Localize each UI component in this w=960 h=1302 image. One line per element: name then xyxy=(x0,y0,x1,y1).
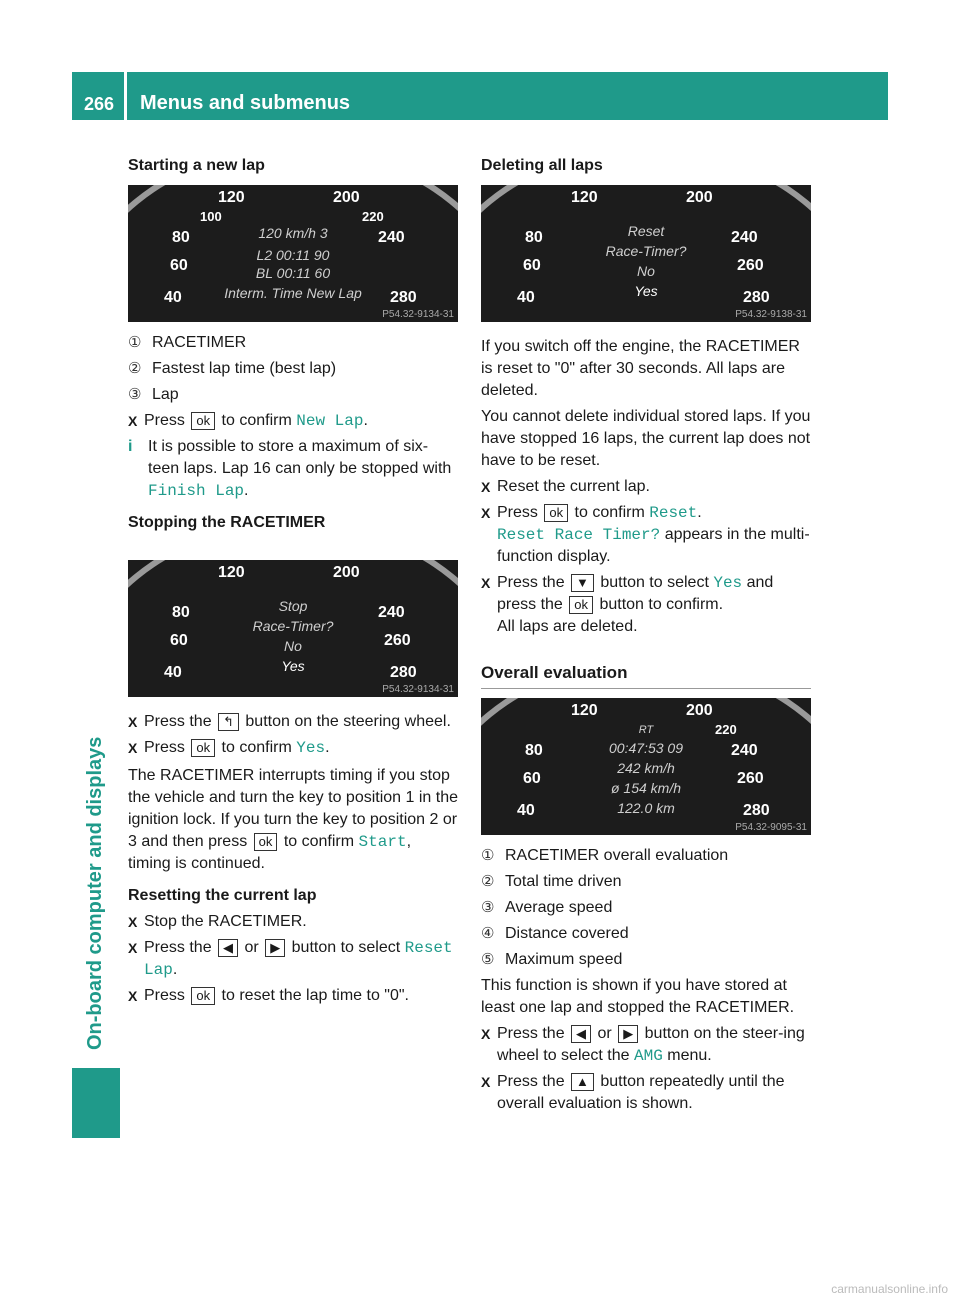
footer-watermark: carmanualsonline.info xyxy=(831,1282,948,1296)
legend-item: ⑤ Maximum speed xyxy=(481,951,623,968)
display-line: BL 00:11 60 xyxy=(255,265,331,281)
display-line: ø 154 km/h xyxy=(610,780,682,796)
scale-label: 280 xyxy=(743,289,770,306)
scale-label: 80 xyxy=(525,742,543,759)
step: X Press ok to reset the lap time to "0". xyxy=(128,987,409,1004)
scale-label: 60 xyxy=(170,257,188,274)
scale-label: 200 xyxy=(333,189,360,206)
scale-label: 40 xyxy=(517,289,535,306)
display-new-lap xyxy=(128,185,458,322)
legend-item: ① RACETIMER overall evaluation xyxy=(481,847,729,864)
up-arrow-key-icon: ▲ xyxy=(571,1073,594,1091)
display-line: No xyxy=(284,638,302,654)
ok-key-icon: ok xyxy=(254,833,278,851)
back-key-icon: ↰ xyxy=(218,713,239,731)
display-line: 120 km/h 3 xyxy=(258,225,328,241)
ok-key-icon: ok xyxy=(191,987,215,1005)
right-arrow-key-icon: ▶ xyxy=(618,1025,638,1043)
step: X Press the ◀ or ▶ button on the steer-ing wheel to select the AMG menu. xyxy=(481,1025,805,1065)
heading-new-lap: Starting a new lap xyxy=(128,157,265,174)
right-column-body-2 xyxy=(481,845,811,1119)
scale-label: 280 xyxy=(390,289,417,306)
scale-label: 60 xyxy=(523,257,541,274)
legend-item: ④ Distance covered xyxy=(481,925,629,942)
paragraph: You cannot delete individual stored laps. If you have stopped 16 laps, the current lap does not have to be reset. xyxy=(481,408,811,469)
ok-key-icon: ok xyxy=(191,739,215,757)
image-code: P54.32-9134-31 xyxy=(382,309,454,320)
scale-label: 100 xyxy=(200,209,222,224)
heading-stop: Stopping the RACETIMER xyxy=(128,514,326,531)
scale-label: 40 xyxy=(164,289,182,306)
scale-label: 40 xyxy=(517,802,535,819)
info-icon: i xyxy=(128,438,133,455)
page-header xyxy=(72,72,888,120)
scale-label: 40 xyxy=(164,664,182,681)
image-code: P54.32-9138-31 xyxy=(735,309,807,320)
left-column xyxy=(128,155,458,181)
step: X Press the ↰ button on the steering wheel. xyxy=(128,713,451,730)
right-arrow-key-icon: ▶ xyxy=(265,939,285,957)
scale-label: 280 xyxy=(743,802,770,819)
display-line: Yes xyxy=(634,283,658,299)
right-column xyxy=(481,155,811,181)
ok-key-icon: ok xyxy=(191,412,215,430)
heading-reset: Resetting the current lap xyxy=(128,887,317,904)
display-line: 122.0 km xyxy=(617,800,675,816)
scale-label: 260 xyxy=(737,257,764,274)
scale-label: 200 xyxy=(686,702,713,719)
sidebar xyxy=(72,128,120,1138)
heading-delete: Deleting all laps xyxy=(481,157,603,174)
paragraph: This function is shown if you have stored at least one lap and stopped the RACETIMER. xyxy=(481,977,795,1016)
scale-label: 60 xyxy=(523,770,541,787)
image-code: P54.32-9134-31 xyxy=(382,684,454,695)
legend-item: ③ Average speed xyxy=(481,899,613,916)
ok-key-icon: ok xyxy=(569,596,593,614)
display-overall xyxy=(481,698,811,835)
scale-label: 120 xyxy=(218,189,245,206)
scale-label: 80 xyxy=(172,229,190,246)
page-number: 266 xyxy=(84,94,115,114)
display-line: 00:47:53 09 xyxy=(609,740,683,756)
display-line: RT xyxy=(638,724,654,736)
step: X Press ok to confirm New Lap. xyxy=(128,412,368,430)
scale-label: 200 xyxy=(333,564,360,581)
step: X Press the ▼ button to select Yes and press the ok button to confirm. All laps are deleted. xyxy=(481,574,774,635)
scale-label: 260 xyxy=(384,632,411,649)
scale-label: 240 xyxy=(731,229,758,246)
right-column-body-1 xyxy=(481,336,811,689)
paragraph: If you switch off the engine, the RACETIMER is reset to "0" after 30 seconds. All laps are deleted. xyxy=(481,338,800,399)
scale-label: 200 xyxy=(686,189,713,206)
step: X Stop the RACETIMER. xyxy=(128,913,307,930)
display-line: Stop xyxy=(278,598,308,614)
legend-item: ③ Lap xyxy=(128,386,179,403)
display-reset xyxy=(481,185,811,322)
left-column-body-1 xyxy=(128,332,458,538)
step: X Press ok to confirm Yes. xyxy=(128,739,330,757)
scale-label: 120 xyxy=(218,564,245,581)
left-column-body-2 xyxy=(128,711,458,1011)
scale-label: 120 xyxy=(571,702,598,719)
scale-label: 60 xyxy=(170,632,188,649)
scale-label: 280 xyxy=(390,664,417,681)
scale-label: 120 xyxy=(571,189,598,206)
display-line: Race-Timer? xyxy=(605,243,687,259)
scale-label: 240 xyxy=(378,604,405,621)
paragraph: The RACETIMER interrupts timing if you stop the vehicle and turn the key to position 1 in the ignition lock. If you turn the key to position 2 or 3 and then press ok to confirm Start, timing is continued. xyxy=(128,767,458,872)
step: X Reset the current lap. xyxy=(481,478,650,495)
ok-key-icon: ok xyxy=(544,504,568,522)
step: X Press ok to confirm Reset. Reset Race Timer? appears in the multi-function display. xyxy=(481,504,810,565)
display-line: L2 00:11 90 xyxy=(256,247,330,263)
step: X Press the ▲ button repeatedly until the overall evaluation is shown. xyxy=(481,1073,785,1112)
legend-item: ② Total time driven xyxy=(481,873,622,890)
scale-label: 220 xyxy=(362,209,384,224)
left-arrow-key-icon: ◀ xyxy=(571,1025,591,1043)
legend-item: ② Fastest lap time (best lap) xyxy=(128,360,337,377)
display-line: Race-Timer? xyxy=(252,618,334,634)
display-stop xyxy=(128,560,458,697)
scale-label: 80 xyxy=(172,604,190,621)
image-code: P54.32-9095-31 xyxy=(735,822,807,833)
step: X Press the ◀ or ▶ button to select Reset Lap. xyxy=(128,939,453,979)
info-note: i It is possible to store a maximum of six-teen laps. Lap 16 can only be stopped with Finish Lap. xyxy=(128,438,452,500)
scale-label: 240 xyxy=(378,229,405,246)
legend-item: ① RACETIMER xyxy=(128,334,247,351)
display-line: Yes xyxy=(281,658,305,674)
heading-overall: Overall evaluation xyxy=(481,662,811,689)
display-line: Reset xyxy=(627,223,665,239)
down-arrow-key-icon: ▼ xyxy=(571,574,594,592)
scale-label: 220 xyxy=(715,722,737,737)
sidebar-label: On-board computer and displays xyxy=(84,736,106,1050)
display-line: 242 km/h xyxy=(617,760,675,776)
display-line: No xyxy=(637,263,655,279)
display-line: Interm. Time New Lap xyxy=(224,285,362,301)
left-arrow-key-icon: ◀ xyxy=(218,939,238,957)
page-title: Menus and submenus xyxy=(140,92,351,114)
sidebar-tab xyxy=(72,1068,120,1138)
scale-label: 260 xyxy=(737,770,764,787)
scale-label: 80 xyxy=(525,229,543,246)
scale-label: 240 xyxy=(731,742,758,759)
header-separator xyxy=(124,72,127,120)
